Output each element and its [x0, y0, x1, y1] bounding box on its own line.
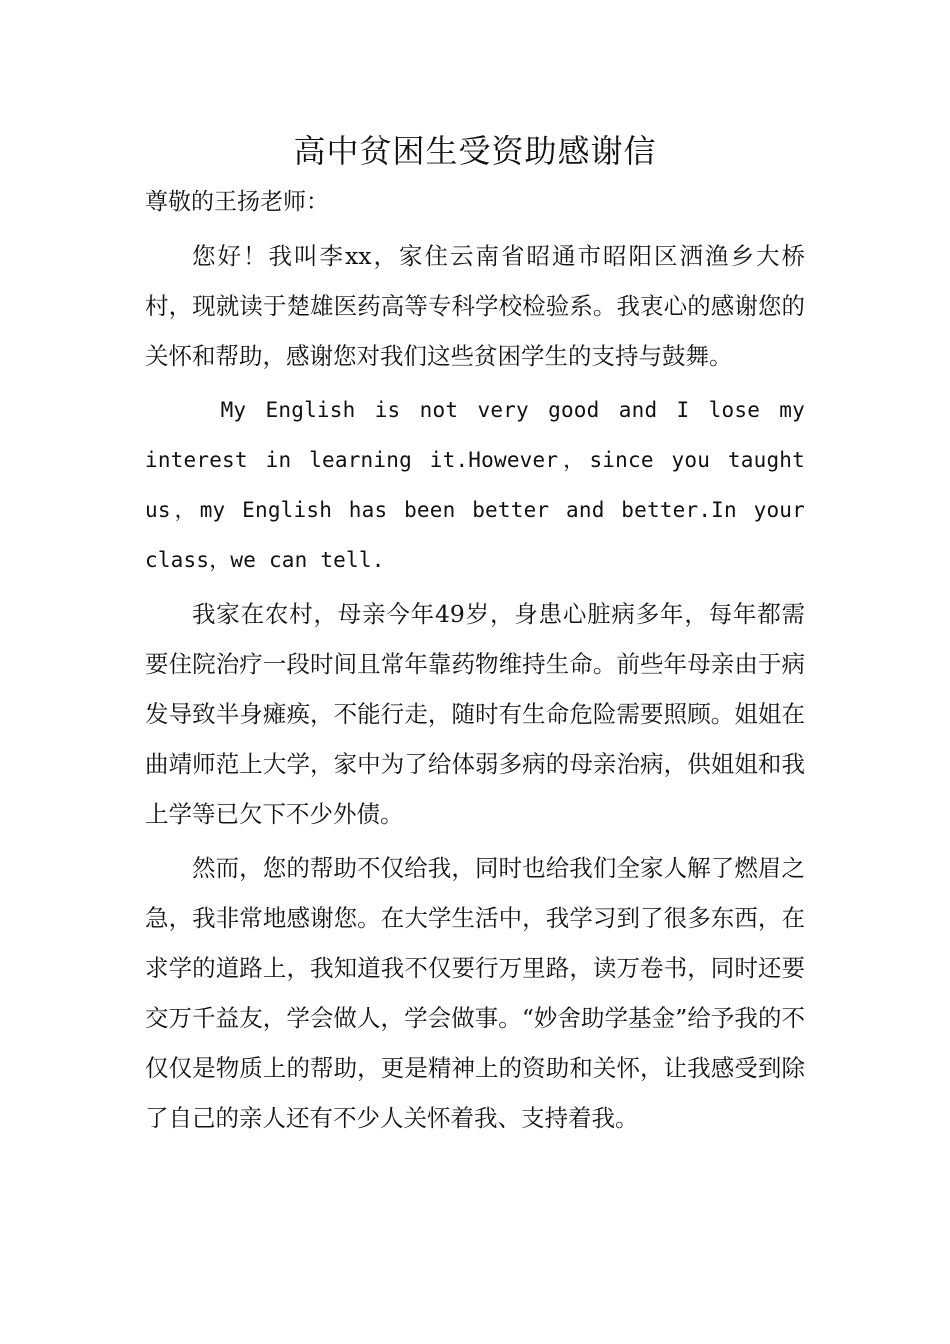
paragraph-english: My English is not very good and I lose my interest in learning it.However，since you taught us，my English has been better and better.In your class，we can tell.	[145, 398, 805, 572]
letter-body	[145, 125, 805, 1147]
paragraph-family: 我家在农村，母亲今年49岁，身患心脏病多年，每年都需要住院治疗一段时间且常年靠药物维持生命。前些年母亲由于病发导致半身瘫痪，不能行走，随时有生命危险需要照顾。姐姐在曲靖师范上大学，家中为了给体弱多病的母亲治病，供姐姐和我上学等已欠下不少外债。	[145, 600, 805, 828]
paragraph-gratitude: 然而，您的帮助不仅给我，同时也给我们全家人解了燃眉之急，我非常地感谢您。在大学生活中，我学习到了很多东西，在求学的道路上，我知道我不仅要行万里路，读万卷书，同时还要交万千益友，学会做人，学会做事。“妙舍助学基金”给予我的不仅仅是物质上的帮助，更是精神上的资助和关怀，让我感受到除了自己的亲人还有不少人关怀着我、支持着我。	[145, 854, 805, 1132]
paragraph-greeting: 您好！我叫李xx，家住云南省昭通市昭阳区洒渔乡大桥村，现就读于楚雄医药高等专科学校检验系。我衷心的感谢您的关怀和帮助，感谢您对我们这些贫困学生的支持与鼓舞。	[145, 242, 805, 370]
letter-title: 高中贫困生受资助感谢信	[293, 132, 657, 170]
salutation: 尊敬的王扬老师：	[145, 189, 329, 215]
